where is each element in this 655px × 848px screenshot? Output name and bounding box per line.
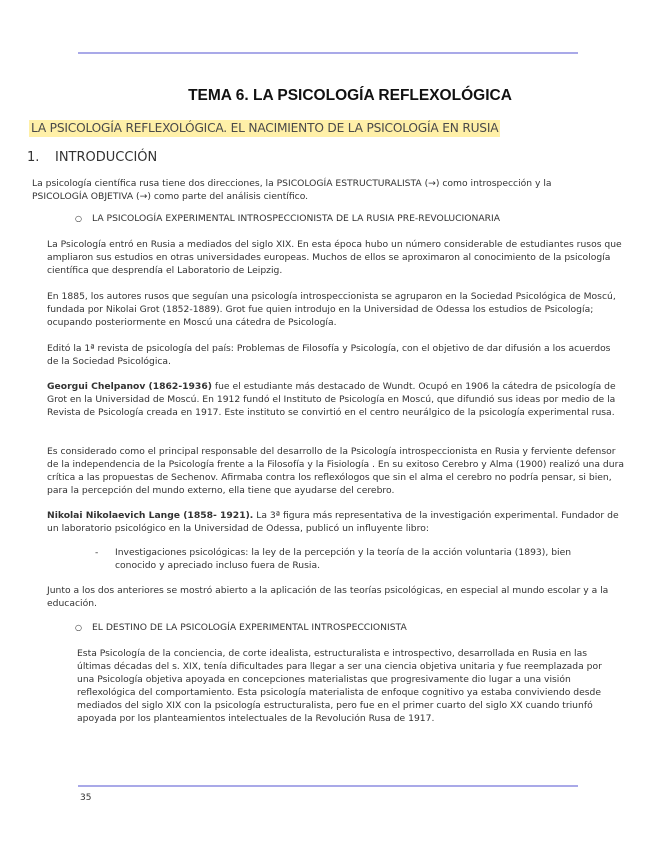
page-number: 35 (80, 793, 92, 803)
highlighted-subtitle: LA PSICOLOGÍA REFLEXOLÓGICA. EL NACIMIENTO DE LA PSICOLOGÍA EN RUSIA (31, 121, 499, 135)
paragraph-psychology-entry: La Psicología entró en Rusia a mediados del siglo XIX. En esta época hubo un número considerable de estudiantes rusos que ampliaron sus estudios en otras universidades europeas. Muchos de ellos se aproximaron al conocimiento de la psicología científica que desprendía el Laboratorio de Leipzig. (47, 239, 622, 276)
paragraph-society-1885: En 1885, los autores rusos que seguían una psicología introspeccionista se agruparon en la Sociedad Psicológica de Moscú, fundada por Nikolai Grot (1852-1889). Grot fue quien introdujo en la Universidad de Odessa los estudios de Psicología; ocupando posteriormente en Moscú una cátedra de Psicología. (47, 291, 616, 328)
header-rule (78, 52, 578, 54)
bullet-heading-label: LA PSICOLOGÍA EXPERIMENTAL INTROSPECCIONISTA DE LA RUSIA PRE-REVOLUCIONARIA (92, 213, 501, 224)
circle-bullet-icon: ○ (75, 623, 82, 632)
intro-paragraph: La psicología científica rusa tiene dos direcciones, la PSICOLOGÍA ESTRUCTURALISTA (→) como introspección y la PSICOLOGÍA OBJETIVA (→) como parte del análisis científico. (32, 178, 552, 202)
paragraph-first-journal: Editó la 1ª revista de psicología del país: Problemas de Filosofía y Psicología, con el objetivo de dar difusión a los acuerdos de la Sociedad Psicológica. (47, 343, 611, 367)
footer-rule (78, 785, 578, 787)
page-title: TEMA 6. LA PSICOLOGÍA REFLEXOLÓGICA (188, 87, 512, 104)
person-name: Nikolai Nikolaevich Lange (1858- 1921). (47, 510, 254, 521)
paragraph-destiny: Esta Psicología de la conciencia, de corte idealista, estructuralista e introspectivo, desarrollada en Rusia en las últimas décadas del s. XIX, tenía dificultades para llegar a ser una ciencia objetiva unitaria y fue reemplazada por una Psicología objetiva apoyada en concepciones materialistas que progresivamente dio lugar a una visión reflexológica del comportamiento. Esta psicología materialista de enfoque cognitivo ya estaba conviviendo desde mediados del siglo XIX con la psicología estructuralista, pero fue en el primer cuarto del siglo XX cuando triunfó apoyada por los planteamientos intelectuales de la Revolución Rusa de 1917. (77, 648, 602, 724)
sub-list-item (95, 546, 615, 572)
paragraph-text: fue el estudiante más destacado de Wundt. Ocupó en 1906 la cátedra de psicología de Grot en la Universidad de Moscú. En 1912 fundó el Instituto de Psicología en Moscú, que difundió sus ideas por medio de la Revista de Psicología creada en 1917. Este instituto se convirtió en el centro neurálgico de la psicología experimental rusa. (47, 381, 616, 418)
sub-list-text: Investigaciones psicológicas: la ley de la percepción y la teoría de la acción voluntaria (1893), bien conocido y apreciado incluso fuera de Rusia. (115, 547, 572, 571)
paragraph-text: La 3ª figura más representativa de la investigación experimental. Fundador de un laboratorio psicológico en la Universidad de Odessa, publicó un influyente libro: (47, 510, 619, 534)
bullet-heading-1 (75, 213, 500, 224)
section-label: INTRODUCCIÓN (55, 150, 158, 165)
section-heading (27, 150, 157, 165)
person-name: Georgui Chelpanov (1862-1936) (47, 381, 212, 392)
paragraph-chelpanov-legacy: Es considerado como el principal responsable del desarrollo de la Psicología introspeccionista en Rusia y ferviente defensor de la independencia de la Psicología frente a la Filosofía y la Fisiología . En su exitoso Cerebro y Alma (1900) realizó una dura crítica a las propuestas de Sechenov. Afirmaba contra los reflexólogos que sin el alma el cerebro no podría pensar, si bien, para la percepción del mundo externo, ella tiene que ayudarse del cerebro. (47, 446, 624, 496)
dash-bullet-icon: - (95, 547, 99, 558)
paragraph-lange (47, 509, 625, 535)
section-number: 1. (27, 150, 40, 165)
circle-bullet-icon: ○ (75, 214, 82, 223)
bullet-heading-label: EL DESTINO DE LA PSICOLOGÍA EXPERIMENTAL INTROSPECCIONISTA (92, 622, 407, 633)
paragraph-education: Junto a los dos anteriores se mostró abierto a la aplicación de las teorías psicológicas, en especial al mundo escolar y a la educación. (47, 585, 609, 609)
paragraph-chelpanov (47, 380, 625, 419)
bullet-heading-2 (75, 622, 407, 633)
